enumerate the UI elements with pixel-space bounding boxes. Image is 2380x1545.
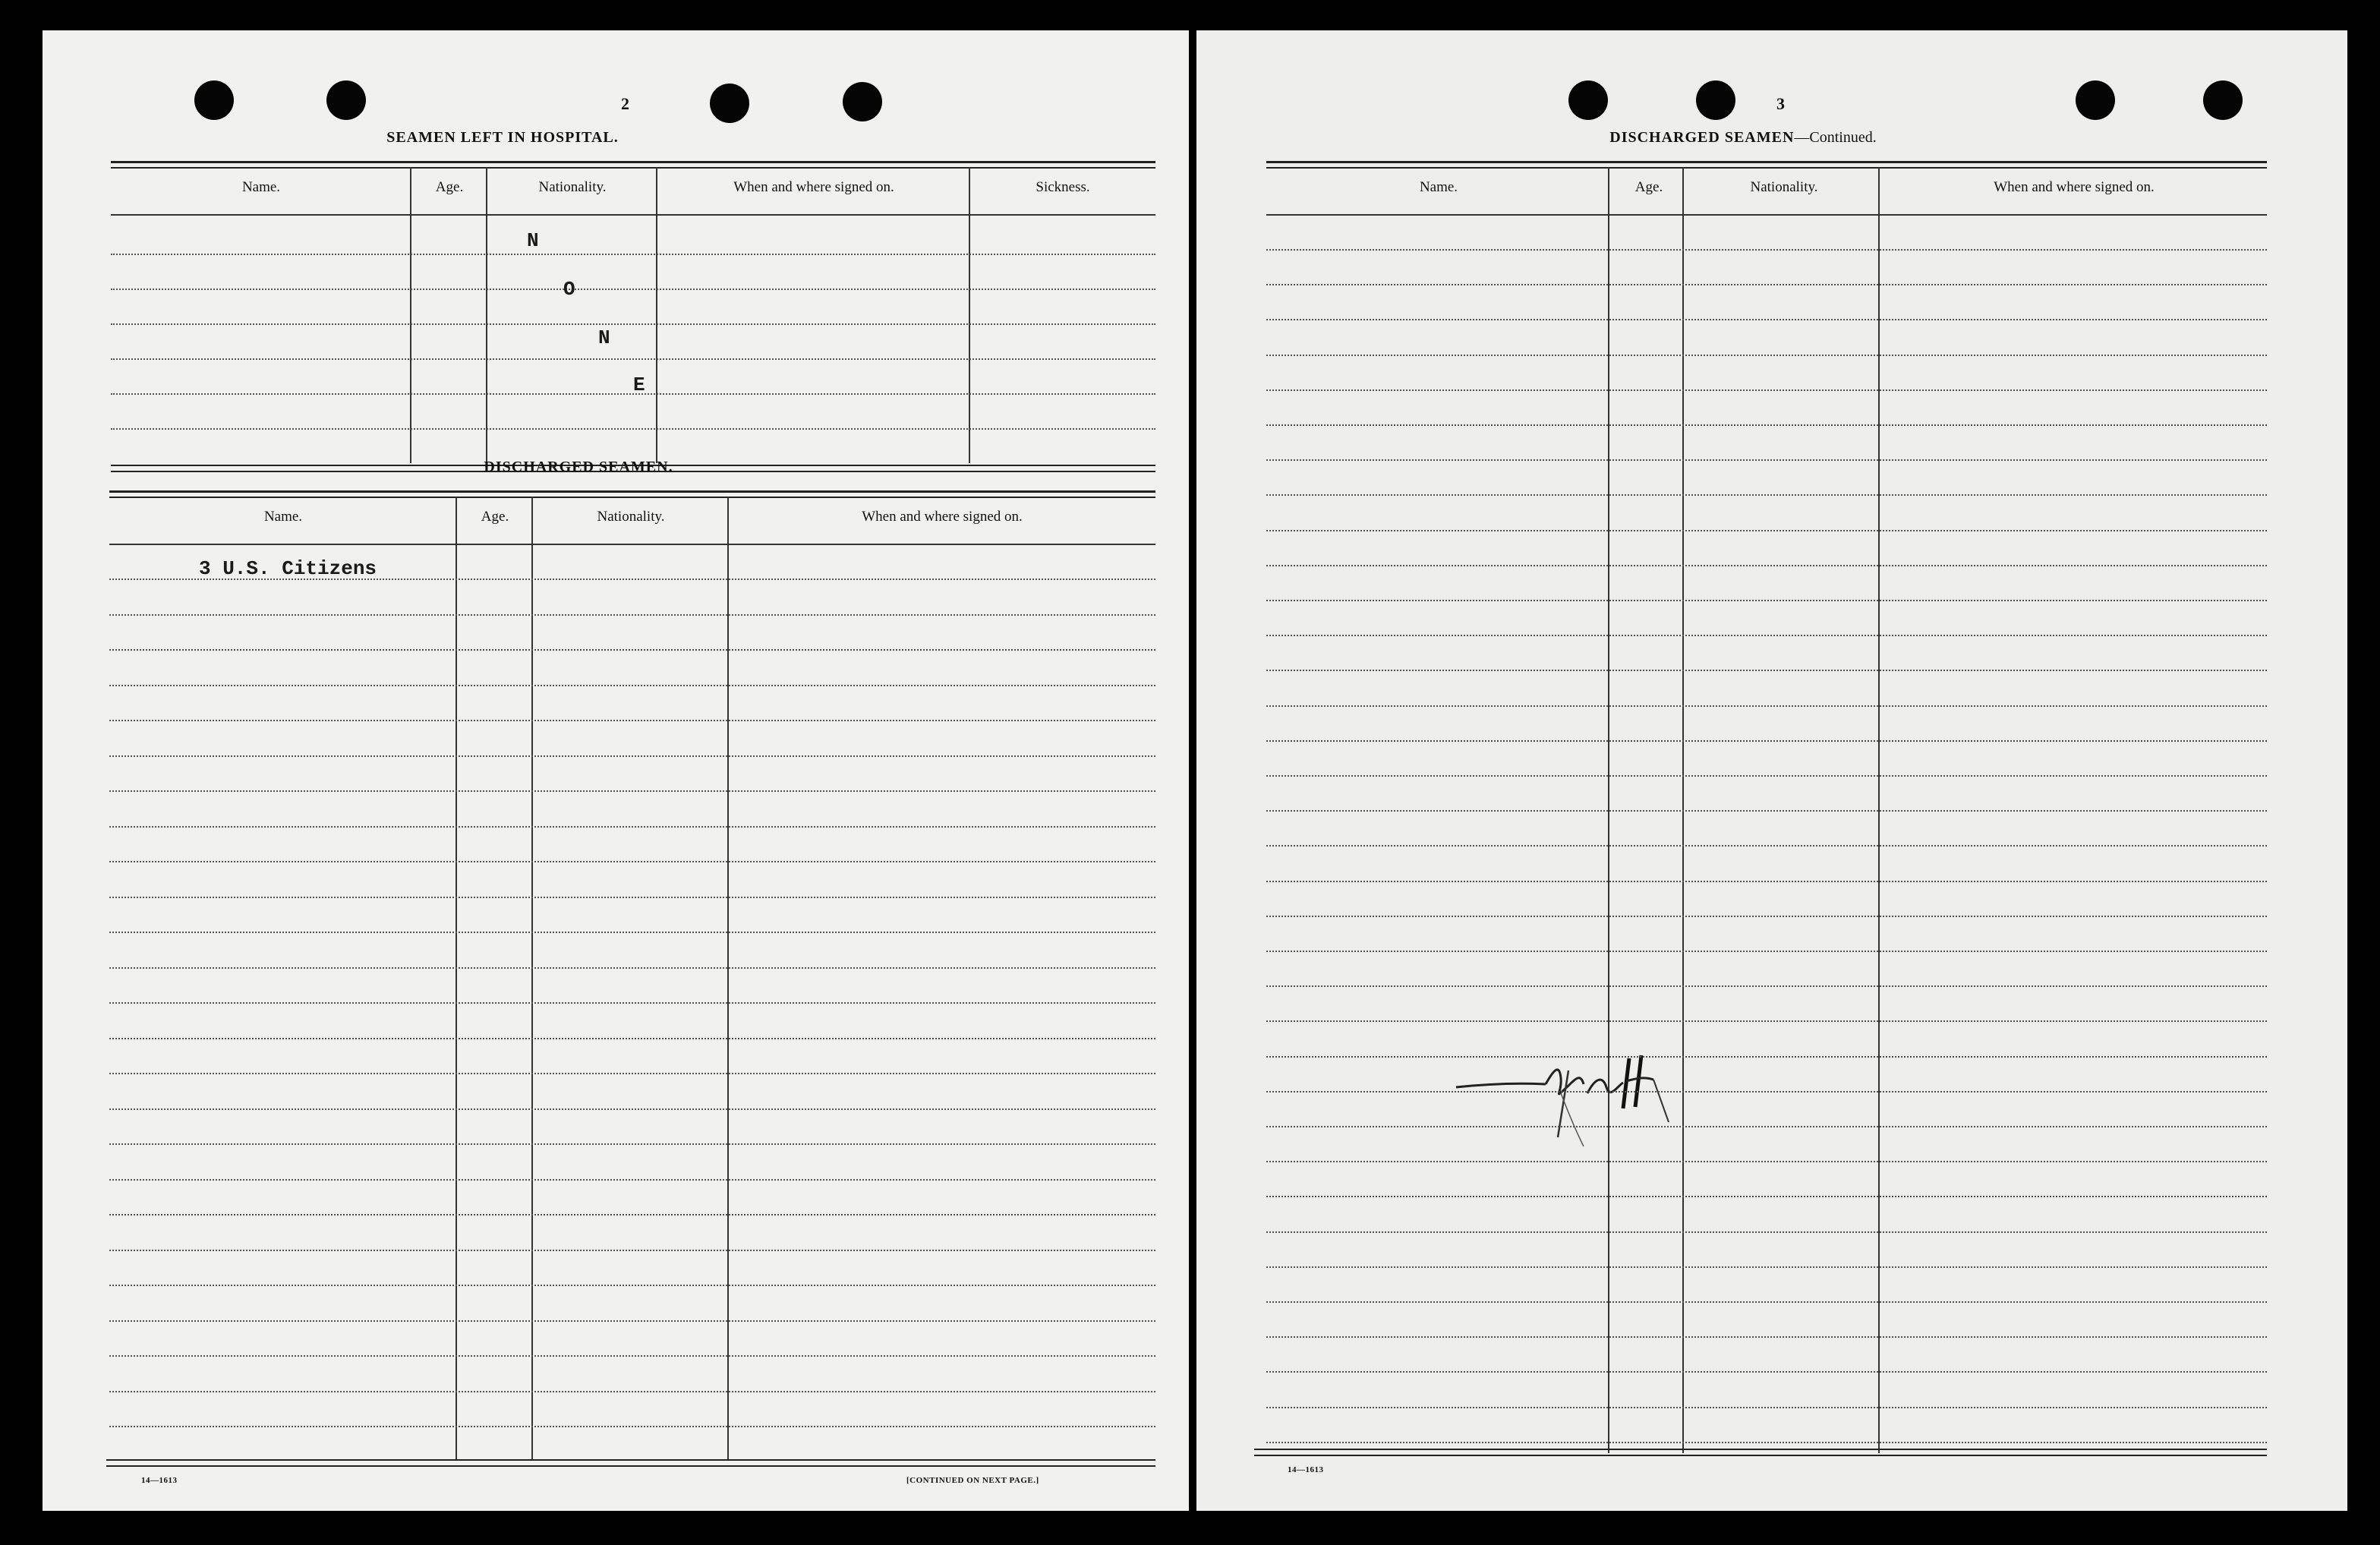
entry-line xyxy=(1266,1126,2267,1127)
column-divider xyxy=(456,497,457,1461)
column-header-signed-on: When and where signed on. xyxy=(862,509,1023,525)
entry-line xyxy=(109,861,1155,862)
entry-line xyxy=(1266,775,2267,777)
column-header-name: Name. xyxy=(263,509,303,525)
entry-line xyxy=(1266,635,2267,636)
entry-line xyxy=(1266,1231,2267,1233)
entry-line xyxy=(109,790,1155,792)
typed-letter: N xyxy=(527,229,539,252)
entry-line xyxy=(109,1250,1155,1251)
hospital-section-title: SEAMEN LEFT IN HOSPITAL. xyxy=(386,129,619,146)
entry-line xyxy=(1266,424,2267,426)
entry-line xyxy=(1266,459,2267,461)
form-number: 14—1613 xyxy=(141,1476,178,1485)
entry-line xyxy=(109,720,1155,721)
column-divider xyxy=(969,167,970,463)
entry-line xyxy=(1266,1407,2267,1408)
rule xyxy=(111,161,1155,163)
entry-line xyxy=(1266,845,2267,847)
entry-line xyxy=(1266,1020,2267,1022)
punch-hole xyxy=(843,82,882,121)
entry-line xyxy=(109,755,1155,757)
rule xyxy=(106,1459,1155,1461)
entry-line xyxy=(1266,1336,2267,1338)
entry-line xyxy=(111,323,1155,325)
entry-line xyxy=(109,826,1155,828)
typed-letter: O xyxy=(563,278,575,301)
rule xyxy=(1266,161,2267,163)
entry-line xyxy=(109,1391,1155,1392)
column-header-name: Name. xyxy=(1419,179,1458,195)
continued-note: [CONTINUED ON NEXT PAGE.] xyxy=(906,1476,1039,1485)
entry-line xyxy=(109,1285,1155,1286)
entry-line xyxy=(109,1143,1155,1145)
column-header-nationality: Nationality. xyxy=(538,179,607,195)
entry-line xyxy=(1266,670,2267,671)
entry-line xyxy=(109,1073,1155,1074)
entry-line xyxy=(1266,951,2267,952)
entry-line xyxy=(111,428,1155,430)
page-number: 2 xyxy=(621,94,629,113)
header-underline xyxy=(111,214,1155,216)
typed-letter: E xyxy=(633,374,645,396)
rule xyxy=(1266,167,2267,169)
punch-hole xyxy=(1696,80,1735,120)
entry-line xyxy=(1266,1442,2267,1443)
column-divider xyxy=(486,167,487,463)
rule xyxy=(109,497,1155,498)
rule xyxy=(111,167,1155,169)
punch-hole xyxy=(1568,80,1608,120)
page-number: 3 xyxy=(1776,94,1785,113)
entry-line xyxy=(1266,1161,2267,1162)
discharged-continued-title xyxy=(1515,129,1971,147)
column-header-age: Age. xyxy=(1634,179,1663,195)
punch-hole xyxy=(2076,80,2115,120)
punch-hole xyxy=(194,80,234,120)
entry-line xyxy=(109,579,1155,580)
entry-line xyxy=(1266,494,2267,496)
column-header-signed-on: When and where signed on. xyxy=(733,179,894,195)
column-header-age: Age. xyxy=(481,509,509,525)
entry-line xyxy=(1266,1266,2267,1268)
entry-line xyxy=(1266,740,2267,742)
entry-line xyxy=(1266,810,2267,812)
entry-line xyxy=(1266,985,2267,987)
entry-line xyxy=(1266,355,2267,356)
header-underline xyxy=(1266,214,2267,216)
column-header-sickness: Sickness. xyxy=(1036,179,1090,195)
entry-line xyxy=(109,1214,1155,1216)
entry-line xyxy=(109,897,1155,898)
column-divider xyxy=(410,167,411,463)
entry-line xyxy=(109,1002,1155,1004)
entry-line xyxy=(109,649,1155,651)
entry-line xyxy=(1266,389,2267,391)
entry-line xyxy=(1266,916,2267,917)
entry-line xyxy=(1266,600,2267,601)
discharged-entry-text: 3 U.S. Citizens xyxy=(199,557,377,580)
section-title-main: DISCHARGED SEAMEN xyxy=(1609,129,1795,146)
punch-hole xyxy=(2203,80,2243,120)
right-page xyxy=(1196,30,2347,1511)
column-header-signed-on: When and where signed on. xyxy=(1994,179,2155,195)
entry-line xyxy=(1266,881,2267,882)
rule xyxy=(1254,1455,2267,1456)
punch-hole xyxy=(326,80,366,120)
entry-line xyxy=(1266,1301,2267,1303)
rule xyxy=(109,490,1155,493)
entry-line xyxy=(109,1179,1155,1181)
column-header-nationality: Nationality. xyxy=(597,509,665,525)
entry-line xyxy=(111,254,1155,255)
entry-line xyxy=(1266,284,2267,285)
typed-letter: N xyxy=(598,326,610,349)
column-header-nationality: Nationality. xyxy=(1750,179,1818,195)
rule xyxy=(106,1465,1155,1467)
entry-line xyxy=(1266,1056,2267,1058)
column-divider xyxy=(656,167,657,463)
entry-line xyxy=(109,1108,1155,1110)
entry-line xyxy=(109,685,1155,686)
entry-line xyxy=(111,289,1155,290)
discharged-section-title: DISCHARGED SEAMEN. xyxy=(484,459,673,475)
punch-hole xyxy=(710,84,749,123)
entry-line xyxy=(1266,705,2267,707)
entry-line xyxy=(109,1426,1155,1427)
column-header-name: Name. xyxy=(241,179,281,195)
entry-line xyxy=(111,358,1155,360)
entry-line xyxy=(109,614,1155,616)
entry-line xyxy=(109,967,1155,969)
form-number: 14—1613 xyxy=(1288,1465,1324,1474)
entry-line xyxy=(109,1355,1155,1357)
column-header-age: Age. xyxy=(435,179,464,195)
entry-line xyxy=(1266,319,2267,320)
entry-line xyxy=(1266,1196,2267,1197)
section-title-suffix: —Continued. xyxy=(1794,129,1877,146)
header-underline xyxy=(109,544,1155,545)
entry-line xyxy=(109,932,1155,933)
entry-line xyxy=(1266,530,2267,531)
entry-line xyxy=(1266,565,2267,566)
handwritten-signature xyxy=(1455,1040,1713,1177)
entry-line xyxy=(109,1320,1155,1322)
column-divider xyxy=(727,497,729,1461)
left-page xyxy=(43,30,1189,1511)
entry-line xyxy=(1266,249,2267,251)
column-divider xyxy=(531,497,533,1461)
entry-line xyxy=(1266,1371,2267,1373)
rule xyxy=(1254,1449,2267,1450)
entry-line xyxy=(1266,1091,2267,1093)
entry-line xyxy=(109,1038,1155,1039)
